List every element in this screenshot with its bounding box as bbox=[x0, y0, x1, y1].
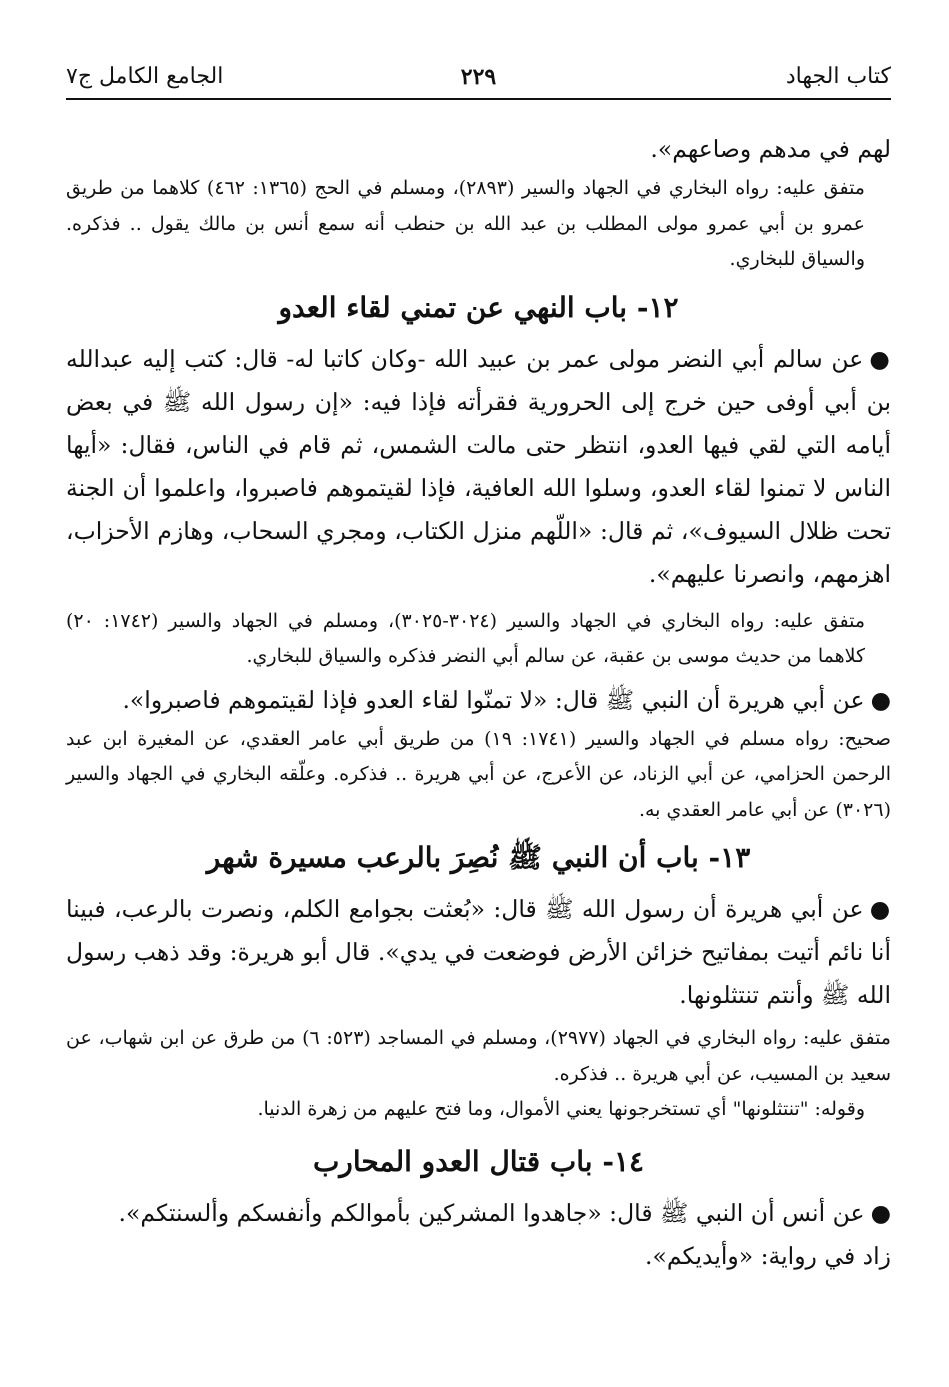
page-number: ٢٢٩ bbox=[460, 64, 497, 90]
explanation-note: وقوله: "تنتثلونها" أي تستخرجونها يعني الأموال، وما فتح عليهم من زهرة الدنيا. bbox=[257, 1098, 865, 1120]
hadith-addition: زاد في رواية: «وأيديكم». bbox=[645, 1241, 891, 1270]
bullet-icon: ● bbox=[870, 685, 891, 714]
page-header bbox=[66, 56, 891, 100]
hadith-text bbox=[66, 679, 891, 722]
hadith-text bbox=[66, 338, 891, 596]
header-divider bbox=[66, 98, 891, 100]
hadith-body: عن أبي هريرة أن رسول الله ﷺ قال: «بُعثت بجوامع الكلم، ونصرت بالرعب، فبينا أنا نائم أتيت بمفاتيح خزائن الأرض فوضعت في يدي». قال أبو هريرة: وقد ذهب رسول الله ﷺ وأنتم تنتثلونها. bbox=[66, 895, 891, 1009]
page-body bbox=[66, 128, 891, 1278]
chapter-heading-13: ١٣- باب أن النبي ﷺ نُصِرَ بالرعب مسيرة شهر bbox=[206, 841, 751, 874]
takhrij-note: متفق عليه: رواه البخاري في الجهاد والسير (٣٠٢٤-٣٠٢٥)، ومسلم في الجهاد والسير (١٧٤٢: ٢٠) كلاهما من حديث موسى بن عقبة، عن سالم أبي النضر فذكره والسياق للبخاري. bbox=[66, 609, 865, 667]
hadith-body: عن سالم أبي النضر مولى عمر بن عبيد الله -وكان كاتبا له- قال: كتب إليه عبدالله بن أبي أوفى حين خرج إلى الحرورية فقرأته فإذا فيه: «إن رسول الله ﷺ في بعض أيامه التي لقي فيها العدو، انتظر حتى مالت الشمس، ثم قام في الناس، فقال: «أيها الناس لا تمنوا لقاء العدو، وسلوا الله العافية، فإذا لقيتموهم فاصبروا، واعلموا أن الجنة تحت ظلال السيوف»، ثم قال: «اللّهم منزل الكتاب، ومجري السحاب، وهازم الأحزاب، اهزمهم، وانصرنا عليهم». bbox=[66, 344, 891, 588]
book-volume-title: الجامع الكامل ج٧ bbox=[66, 64, 224, 89]
book-section-title: كتاب الجهاد bbox=[785, 64, 891, 89]
bullet-icon: ● bbox=[869, 895, 891, 923]
bullet-icon: ● bbox=[870, 1198, 891, 1227]
chapter-heading-12: ١٢- باب النهي عن تمني لقاء العدو bbox=[278, 290, 679, 324]
chapter-heading-14: ١٤- باب قتال العدو المحارب bbox=[312, 1144, 645, 1178]
hadith-text bbox=[66, 1192, 891, 1235]
hadith-body: عن أنس أن النبي ﷺ قال: «جاهدوا المشركين بأموالكم وأنفسكم وألسنتكم». bbox=[118, 1198, 865, 1227]
bullet-icon: ● bbox=[869, 344, 891, 373]
takhrij-note: متفق عليه: رواه البخاري في الجهاد والسير (٢٨٩٣)، ومسلم في الحج (١٣٦٥: ٤٦٢) كلاهما من طريق عمرو بن أبي عمرو مولى المطلب بن عبد الله بن حنطب أنه سمع أنس بن مالك يقول .. فذكره. والسياق للبخاري. bbox=[66, 177, 865, 270]
takhrij-note: صحيح: رواه مسلم في الجهاد والسير (١٧٤١: ١٩) من طريق أبي عامر العقدي، عن المغيرة ابن عبد الرحمن الحزامي، عن أبي الزناد، عن الأعرج، عن أبي هريرة .. فذكره. وعلّقه البخاري في الجهاد والسير (٣٠٢٦) عن أبي عامر العقدي به. bbox=[66, 727, 891, 821]
hadith-body: عن أبي هريرة أن النبي ﷺ قال: «لا تمنّوا لقاء العدو فإذا لقيتموهم فاصبروا». bbox=[122, 685, 865, 714]
hadith-text bbox=[66, 888, 891, 1017]
hadith-text-continuation: لهم في مدهم وصاعهم». bbox=[650, 135, 891, 163]
takhrij-note: متفق عليه: رواه البخاري في الجهاد (٢٩٧٧)، ومسلم في المساجد (٥٢٣: ٦) من طرق عن ابن شهاب، عن سعيد بن المسيب، عن أبي هريرة .. فذكره. bbox=[66, 1027, 891, 1085]
